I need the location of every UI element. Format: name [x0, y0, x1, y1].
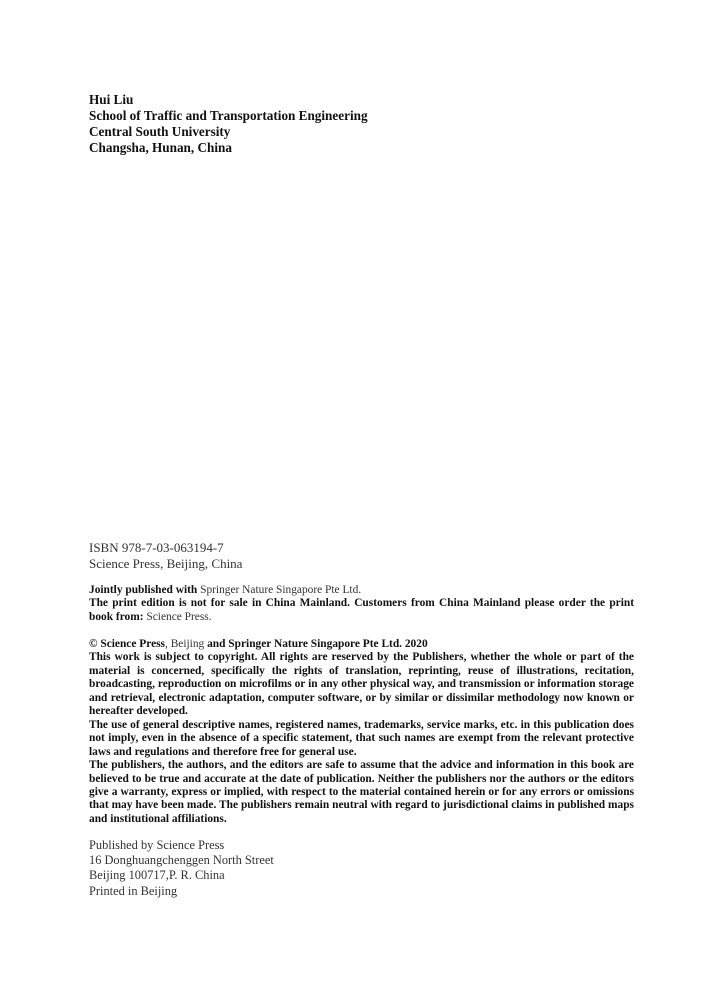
joint-publication-notice — [89, 584, 634, 624]
copyright-paragraph-disclaimer: The publishers, the authors, and the editors are safe to assume that the advice and information in this book are believed to be true and accurate at the date of publication. Neither the publishers nor the authors or the editors give a warranty, express or implied, with respect to the material contained herein or for any errors or omissions that may have been made. The publishers remain neutral with regard to jurisdictional claims in published maps and institutional affiliations. — [89, 759, 634, 825]
joint-label: Jointly published with — [89, 584, 198, 596]
copyright-line — [89, 638, 634, 651]
author-school: School of Traffic and Transportation Engineering — [89, 108, 368, 123]
author-university: Central South University — [89, 124, 231, 139]
author-affiliation — [89, 92, 649, 156]
publisher-line-1: Published by Science Press — [89, 838, 225, 852]
publisher-line-2: 16 Donghuangchenggen North Street — [89, 853, 274, 868]
publisher-info — [89, 838, 649, 899]
publisher-line-3: Beijing 100717,P. R. China — [89, 868, 225, 883]
sale-notice-line — [89, 597, 634, 624]
isbn-number: ISBN 978-7-03-063194-7 — [89, 540, 224, 555]
isbn-publisher-location: Science Press, Beijing, China — [89, 556, 243, 571]
joint-partner: Springer Nature Singapore Pte Ltd. — [200, 584, 362, 596]
isbn-info — [89, 540, 649, 572]
author-location: Changsha, Hunan, China — [89, 140, 232, 155]
copyright-paragraph-rights: This work is subject to copyright. All rights are reserved by the Publishers, whether the whole or part of the material is concerned, specifically the rights of translation, reprinting, reuse of illustrations, recitation, broadcasting, reproduction on microfilms or in any other physical way, and transmission or information storage and retrieval, electronic adaptation, computer software, or by similar or dissimilar methodology now known or hereafter developed. — [89, 651, 634, 718]
author-name: Hui Liu — [89, 92, 134, 107]
copyright-city: , Beijing — [165, 638, 205, 650]
copyright-rest: and Springer Nature Singapore Pte Ltd. 2020 — [207, 638, 428, 650]
joint-line — [89, 584, 634, 597]
copyright-holder: © Science Press — [89, 638, 165, 650]
copyright-notice — [89, 638, 634, 826]
publisher-line-4: Printed in Beijing — [89, 883, 178, 898]
copyright-paragraph-names: The use of general descriptive names, registered names, trademarks, service marks, etc. in this publication does not imply, even in the absence of a specific statement, that such names are exempt from the relevant protective laws and regulations and therefore free for general use. — [89, 718, 634, 758]
order-from: Science Press. — [146, 610, 212, 623]
sale-notice: The print edition is not for sale in China Mainland. Customers from China Mainland please order the print book from: — [89, 597, 634, 623]
